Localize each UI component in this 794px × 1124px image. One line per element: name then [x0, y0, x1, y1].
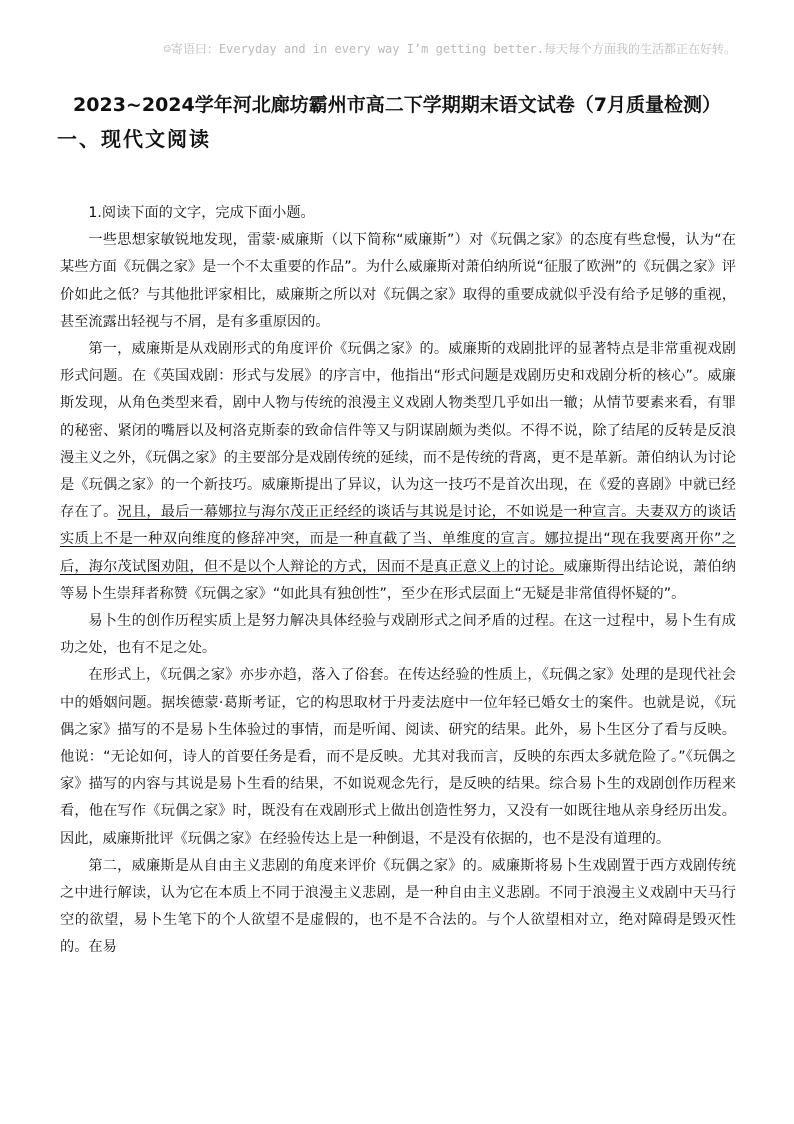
paragraph-1: 一些思想家敏锐地发现，雷蒙·威廉斯（以下简称“威廉斯”）对《玩偶之家》的态度有些怠慢，认为“在某些方面《玩偶之家》是一个不太重要的作品”。为什么威廉斯对萧伯纳所说“征服了欧洲”的《玩偶之家》评价如此之低？与其他批评家相比，威廉斯之所以对《玩偶之家》取得的重要成就似乎没有给予足够的重视，甚至流露出轻视与不屑，是有多重原因的。 [60, 232, 736, 330]
question-intro: 1.阅读下面的文字，完成下面小题。 [88, 205, 315, 221]
paragraph-3: 易卜生的创作历程实质上是努力解决具体经验与戏剧形式之间矛盾的过程。在这一过程中，易卜生有成功之处，也有不足之处。 [60, 613, 736, 657]
reading-passage [60, 200, 736, 962]
paragraph-5: 第二，威廉斯是从自由主义悲剧的角度来评价《玩偶之家》的。威廉斯将易卜生戏剧置于西方戏剧传统之中进行解读，认为它在本质上不同于浪漫主义悲剧，是一种自由主义悲剧。不同于浪漫主义戏剧中天马行空的欲望，易卜生笔下的个人欲望不是虚假的，也不是不合法的。与个人欲望相对立，绝对障碍是毁灭性的。在易 [60, 857, 736, 956]
paragraph-2-part-b: 威廉斯得出结论说，萧伯纳等易卜生崇拜者称赞《玩偶之家》“如此具有独创性”，至少在形式层面上“无疑是非常值得怀疑的”。 [60, 558, 736, 602]
header-motto: ☺寄语曰：Everyday and in every way I’m getting better.每天每个方面我的生活都正在好转。 [163, 42, 736, 56]
paragraph-2-part-a: 第一，威廉斯是从戏剧形式的角度评价《玩偶之家》的。威廉斯的戏剧批评的显著特点是非常重视戏剧形式问题。在《英国戏剧：形式与发展》的序言中，他指出“形式问题是戏剧历史和戏剧分析的核心”。威廉斯发现，从角色类型来看，剧中人物与传统的浪漫主义戏剧人物类型几乎如出一辙；从情节要素来看，有罪的秘密、紧闭的嘴唇以及柯洛克斯泰的致命信件等又与阴谋剧颇为类似。不得不说，除了结尾的反转是反浪漫主义之外，《玩偶之家》的主要部分是戏剧传统的延续，而不是传统的背离，更不是革新。萧伯纳认为讨论是《玩偶之家》的一个新技巧。威廉斯提出了异议，认为这一技巧不是首次出现，在《爱的喜剧》中就已经存在了。 [60, 341, 736, 521]
paragraph-2 [60, 336, 736, 608]
document-title: 2023~2024学年河北廊坊霸州市高二下学期期末语文试卷（7月质量检测） [73, 94, 721, 116]
underlined-sentence: 况且，最后一幕娜拉与海尔茂正正经经的谈话与其说是讨论，不如说是一种宣言。夫妻双方的谈话实质上不是一种双向维度的修辞冲突，而是一种直截了当、单维度的宣言。娜拉提出“现在我要离开你”之后，海尔茂试图劝阻，但不是以个人辩论的方式，因而不是真正意义上的讨论。 [60, 504, 736, 575]
section-title: 一、现代文阅读 [57, 127, 211, 151]
paragraph-4: 在形式上，《玩偶之家》亦步亦趋，落入了俗套。在传达经验的性质上，《玩偶之家》处理的是现代社会中的婚姻问题。据埃德蒙·葛斯考证，它的构思取材于丹麦法庭中一位年轻已婚女士的案件。也就是说，《玩偶之家》描写的不是易卜生体验过的事情，而是听闻、阅读、研究的结果。此外，易卜生区分了看与反映。他说：“无论如何，诗人的首要任务是看，而不是反映。尤其对我而言，反映的东西太多就危险了。”《玩偶之家》描写的内容与其说是易卜生看的结果，不如说观念先行，是反映的结果。综合易卜生的戏剧创作历程来看，他在写作《玩偶之家》时，既没有在戏剧形式上做出创造性努力，又没有一如既往地从亲身经历出发。因此，威廉斯批评《玩偶之家》在经验传达上是一种倒退，不是没有依据的，也不是没有道理的。 [60, 667, 736, 847]
